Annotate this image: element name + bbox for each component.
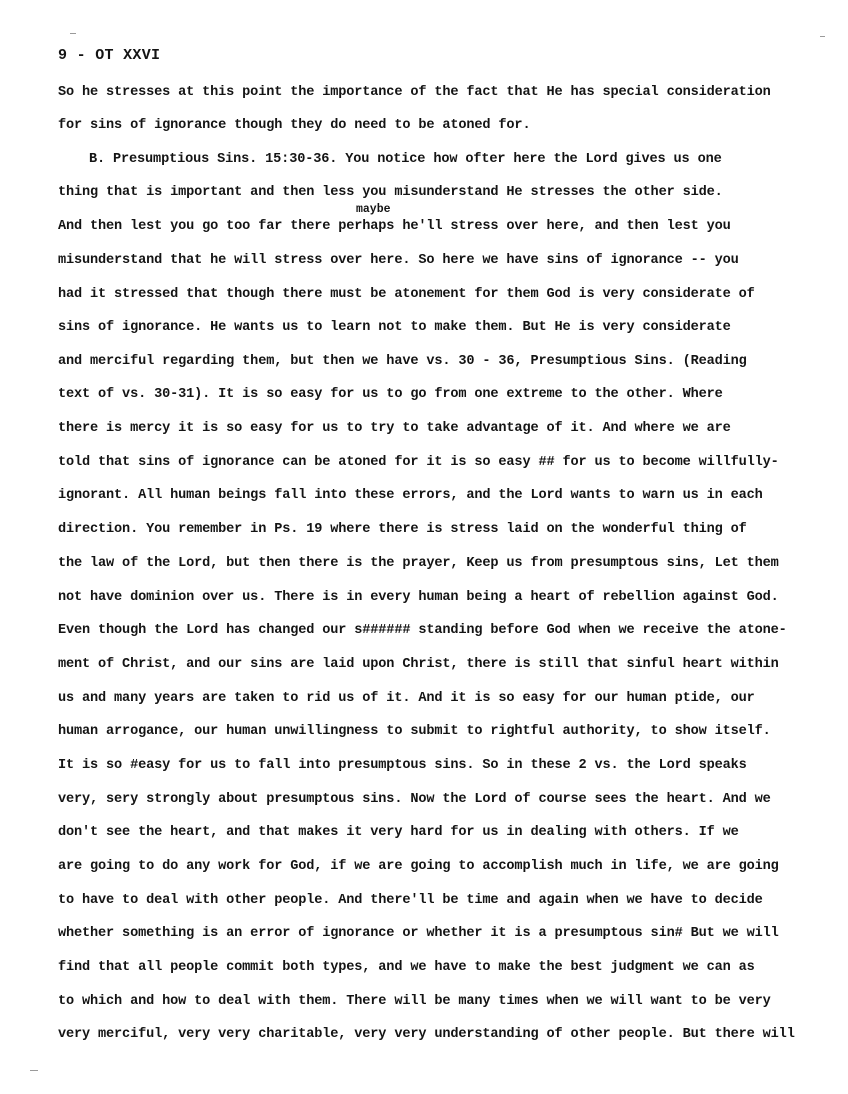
text-line-21: It is so #easy for us to fall into presumptous sins. So in these 2 vs. the Lord speaks: [58, 758, 747, 773]
text-line-18: ment of Christ, and our sins are laid upon Christ, there is still that sinful heart within: [58, 657, 779, 672]
text-line-23: don't see the heart, and that makes it very hard for us in dealing with others. If we: [58, 825, 739, 840]
text-line-14: direction. You remember in Ps. 19 where there is stress laid on the wonderful thing of: [58, 522, 747, 537]
text-line-16: not have dominion over us. There is in every human being a heart of rebellion against God.: [58, 590, 779, 605]
text-line-7: had it stressed that though there must be atonement for them God is very considerate of: [58, 287, 755, 302]
text-line-11: there is mercy it is so easy for us to try to take advantage of it. And where we are: [58, 421, 731, 436]
scan-mark-top-right: [820, 36, 825, 37]
text-line-17: Even though the Lord has changed our s###### standing before God when we receive the atone-: [58, 623, 787, 638]
text-line-6: misunderstand that he will stress over here. So here we have sins of ignorance -- you: [58, 253, 739, 268]
text-line-9: and merciful regarding them, but then we have vs. 30 - 36, Presumptious Sins. (Reading: [58, 354, 747, 369]
scan-mark-bottom-left: [30, 1070, 38, 1071]
text-line-12: told that sins of ignorance can be atoned for it is so easy ## for us to become willfully-: [58, 455, 779, 470]
text-line-15: the law of the Lord, but then there is the prayer, Keep us from presumptous sins, Let them: [58, 556, 779, 571]
text-line-29: very merciful, very very charitable, very very understanding of other people. But there will: [58, 1027, 795, 1042]
text-line-4: thing that is important and then less you misunderstand He stresses the other side.: [58, 185, 723, 200]
text-line-8: sins of ignorance. He wants us to learn not to make them. But He is very considerate: [58, 320, 731, 335]
page-header: 9 - OT XXVI: [58, 47, 161, 64]
scan-mark-top-left: [70, 33, 76, 34]
text-line-27: find that all people commit both types, and we have to make the best judgment we can as: [58, 960, 755, 975]
text-line-13: ignorant. All human beings fall into these errors, and the Lord wants to warn us in each: [58, 488, 763, 503]
text-line-20: human arrogance, our human unwillingness to submit to rightful authority, to show itself.: [58, 724, 771, 739]
text-line-28: to which and how to deal with them. There will be many times when we will want to be very: [58, 994, 771, 1009]
text-line-22: very, sery strongly about presumptous sins. Now the Lord of course sees the heart. And we: [58, 792, 771, 807]
text-line-10: text of vs. 30-31). It is so easy for us to go from one extreme to the other. Where: [58, 387, 723, 402]
text-line-2: for sins of ignorance though they do need to be atoned for.: [58, 118, 531, 133]
text-line-25: to have to deal with other people. And there'll be time and again when we have to decide: [58, 893, 763, 908]
text-line-26: whether something is an error of ignorance or whether it is a presumptous sin# But we will: [58, 926, 779, 941]
interlinear-insertion: maybe: [356, 203, 391, 216]
text-line-5: And then lest you go too far there perhaps he'll stress over here, and then lest you: [58, 219, 731, 234]
text-line-19: us and many years are taken to rid us of it. And it is so easy for our human ptide, our: [58, 691, 755, 706]
text-line-3: B. Presumptious Sins. 15:30-36. You notice how ofter here the Lord gives us one: [89, 152, 722, 167]
text-line-1: So he stresses at this point the importance of the fact that He has special consideration: [58, 85, 771, 100]
text-line-24: are going to do any work for God, if we are going to accomplish much in life, we are going: [58, 859, 779, 874]
